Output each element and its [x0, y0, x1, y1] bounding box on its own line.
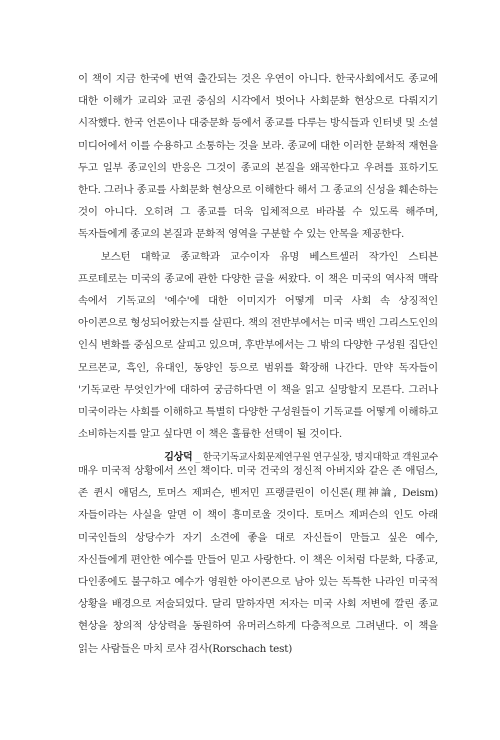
reviewer-name: 김상덕 — [164, 452, 193, 464]
review2-paragraph-1: 매우 미국적 상황에서 쓰인 책이다. 미국 건국의 정신적 아버지와 같은 존 애덤스, 존 퀸시 애덤스, 토머스 제퍼슨, 벤저민 프랭클린이 이신론(理神論, Deism)자들이라는 사실을 알면 이 책이 흥미로울 것이다. 토머스 제퍼슨의 인도 아래 미국인들의 상당수가 자기 소견에 좋을 대로 자신들이 만들고 싶은 예수, 자신들에게 편안한 예수를 만들어 믿고 사랑한다. 이 책은 이처럼 다문화, 다종교, 다인종에도 불구하고 예수가 영원한 아이콘으로 남아 있는 독특한 나라인 미국적 상황을 배경으로 저술되었다. 달리 말하자면 저자는 미국 사회 저변에 깔린 종교 현상을 창의적 상상력을 동원하여 유머러스하게 다층적으로 그려낸다. 이 책을 읽는 사람들은 마치 로샤 검사(Rorschach test) — [78, 465, 438, 655]
review-section-2 — [78, 460, 438, 660]
review1-paragraph-2: 보스턴 대학교 종교학과 교수이자 유명 베스트셀러 작가인 스티븐 프로테로는 미국의 종교에 관한 다양한 글을 써왔다. 이 책은 미국의 역사적 맥락 속에서 기독교의 '예수'에 대한 이미지가 어떻게 미국 사회 속 상징적인 아이콘으로 형성되어왔는지를 살핀다. 책의 전반부에서는 미국 백인 그리스도인의 인식 변화를 중심으로 살피고 있으며, 후반부에서는 그 밖의 다양한 구성원 집단인 모르몬교, 흑인, 유대인, 동양인 등으로 범위를 확장해 나간다. 만약 독자들이 '기독교란 무엇인가'에 대하여 궁금하다면 이 책을 읽고 실망할지 모른다. 그러나 미국이라는 사회를 이해하고 특별히 다양한 구성원들이 기독교를 어떻게 이해하고 소비하는지를 알고 싶다면 이 책은 훌륭한 선택이 될 것이다. — [78, 250, 438, 441]
review1-paragraph-1: 이 책이 지금 한국에 번역 출간되는 것은 우연이 아니다. 한국사회에서도 종교에 대한 이해가 교리와 교권 중심의 시각에서 벗어나 사회문화 현상으로 다뤄지기 시작했다. 한국 언론이나 대중문화 등에서 종교를 다루는 방식들과 인터넷 및 소셜 미디어에서 이를 수용하고 소통하는 것을 보라. 종교에 대한 이러한 문화적 재현을 두고 일부 종교인의 반응은 그것이 종교의 본질을 왜곡한다고 우려를 표하기도 한다. 그러나 종교를 사회문화 현상으로 이해한다 해서 그 종교의 신성을 훼손하는 것이 아니다. 오히려 그 종교를 더욱 입체적으로 바라볼 수 있도록 해주며, 독자들에게 종교의 본질과 문화적 영역을 구분할 수 있는 안목을 제공한다. — [78, 73, 438, 241]
reviewer-affiliation: 한국기독교사회문제연구원 연구실장, 명지대학교 객원교수 — [202, 452, 438, 464]
review-section-1 — [78, 68, 438, 469]
signature-separator: _ — [195, 452, 200, 464]
